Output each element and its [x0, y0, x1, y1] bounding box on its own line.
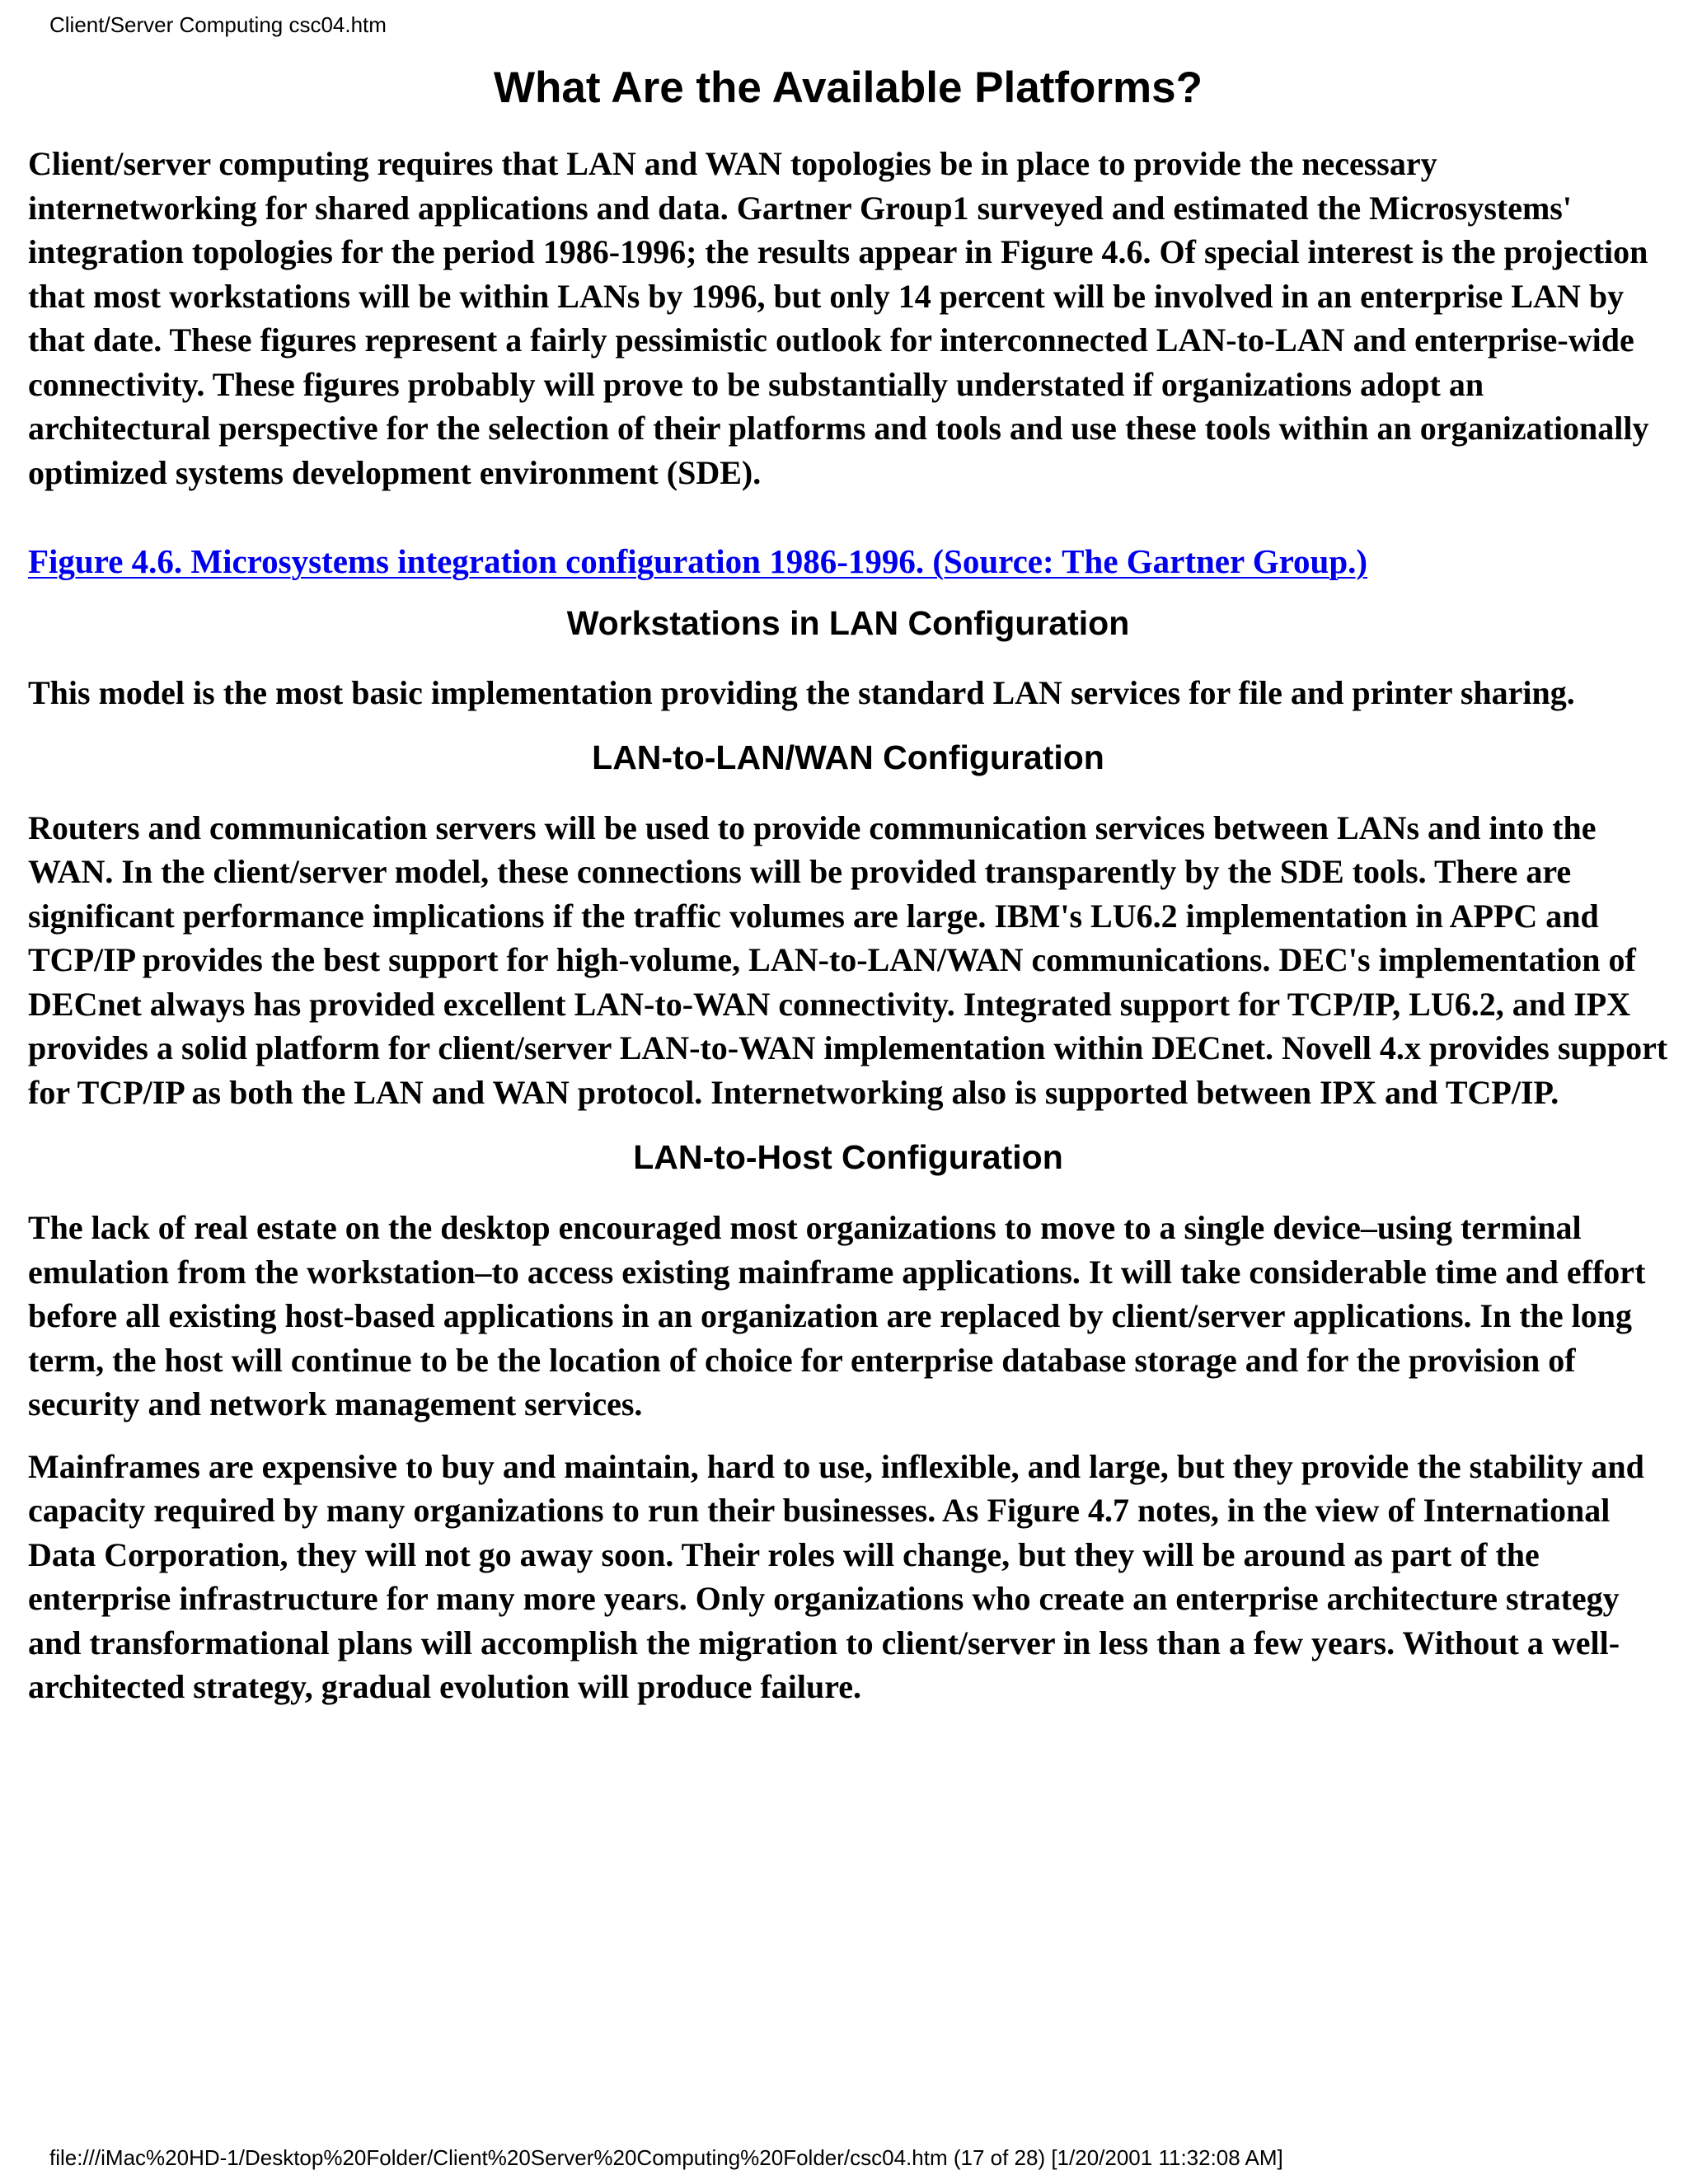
section-heading-lan-to-lan-wan: LAN-to-LAN/WAN Configuration [592, 738, 1104, 776]
document-body [28, 58, 1668, 1709]
section-paragraph: The lack of real estate on the desktop encouraged most organizations to move to a single device–using terminal emulation from the workstation–to access existing mainframe applications. It will take considerable time and effort before all existing host-based applications in an organization are replaced by client/server applications. In the long term, the host will continue to be the location of choice for enterprise database storage and for the provision of security and network management services. [28, 1209, 1646, 1422]
section-heading-lan-to-host: LAN-to-Host Configuration [633, 1138, 1063, 1176]
section-paragraph: Mainframes are expensive to buy and maintain, hard to use, inflexible, and large, but they provide the stability and capacity required by many organizations to run their businesses. As Figure 4.7 notes, in the view of International Data Corporation, they will not go away soon. Their roles will change, but they will be around as part of the enterprise infrastructure for many more years. Only organizations who create an enterprise architecture strategy and transformational plans will accomplish the migration to client/server in less than a few years. Without a well-architected strategy, gradual evolution will produce failure. [28, 1447, 1644, 1705]
section-paragraph: Routers and communication servers will be used to provide communication services between LANs and into the WAN. In the client/server model, these connections will be provided transparently by the SDE tools. There are significant performance implications if the traffic volumes are large. IBM's LU6.2 implementation in APPC and TCP/IP provides the best support for high-volume, LAN-to-LAN/WAN communications. DEC's implementation of DECnet always has provided excellent LAN-to-WAN connectivity. Integrated support for TCP/IP, LU6.2, and IPX provides a solid platform for client/server LAN-to-WAN implementation within DECnet. Novell 4.x provides support for TCP/IP as both the LAN and WAN protocol. Internetworking also is supported between IPX and TCP/IP. [28, 808, 1668, 1111]
figure-4-6-link[interactable]: Figure 4.6. Microsystems integration configuration 1986-1996. (Source: The Gartner Group.) [28, 542, 1368, 580]
section-paragraph: This model is the most basic implementation providing the standard LAN services for file and printer sharing. [28, 674, 1575, 711]
print-header: Client/Server Computing csc04.htm [49, 12, 387, 37]
page-title: What Are the Available Platforms? [494, 63, 1203, 112]
print-footer-url: file:///iMac%20HD-1/Desktop%20Folder/Client%20Server%20Computing%20Folder/csc04.htm (17 of 28) [1/20/2001 11:32:08 AM] [49, 2145, 1283, 2170]
intro-paragraph: Client/server computing requires that LAN and WAN topologies be in place to provide the necessary internetworking for shared applications and data. Gartner Group1 surveyed and estimated the Microsystems' integration topologies for the period 1986-1996; the results appear in Figure 4.6. Of special interest is the projection that most workstations will be within LANs by 1996, but only 14 percent will be involved in an enterprise LAN by that date. These figures represent a fairly pessimistic outlook for interconnected LAN-to-LAN and enterprise-wide connectivity. These figures probably will prove to be substantially understated if organizations adopt an architectural perspective for the selection of their platforms and tools and use these tools within an organizationally optimized systems development environment (SDE). [28, 145, 1649, 491]
section-heading-workstations-lan: Workstations in LAN Configuration [566, 604, 1130, 642]
